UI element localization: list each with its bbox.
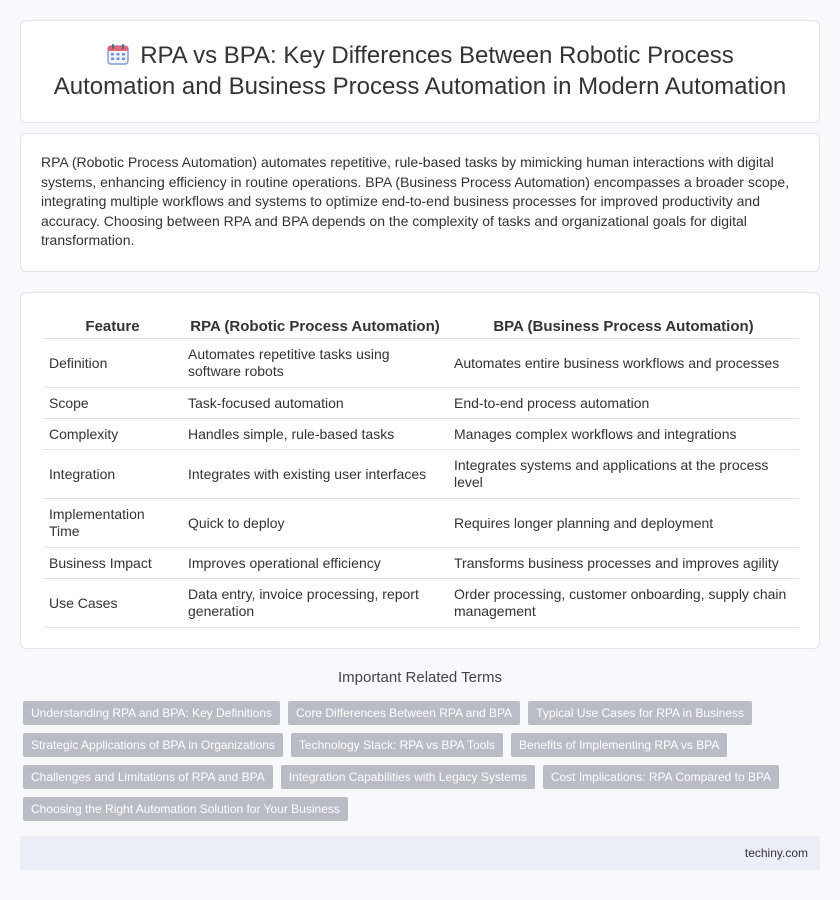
table-row [43, 579, 799, 628]
rpa-cell: Quick to deploy [182, 499, 448, 548]
rpa-cell: Task-focused automation [182, 388, 448, 419]
bpa-cell: Automates entire business workflows and processes [448, 339, 799, 388]
table-row [43, 388, 799, 419]
comparison-table-card [20, 292, 820, 649]
related-term-tag[interactable]: Technology Stack: RPA vs BPA Tools [291, 733, 503, 757]
related-term-tag[interactable]: Core Differences Between RPA and BPA [288, 701, 520, 725]
feature-cell: Implementation Time [43, 499, 182, 548]
bpa-cell: Transforms business processes and improves agility [448, 548, 799, 579]
table-row [43, 548, 799, 579]
rpa-cell: Integrates with existing user interfaces [182, 450, 448, 499]
table-row [43, 450, 799, 499]
calendar-icon [106, 42, 130, 73]
table-row [43, 339, 799, 388]
related-terms-heading: Important Related Terms [338, 669, 502, 686]
table-header-row [43, 311, 799, 339]
footer-site-link[interactable]: techiny.com [744, 846, 808, 860]
intro-card [20, 133, 820, 272]
bpa-cell: Requires longer planning and deployment [448, 499, 799, 548]
related-term-tag[interactable]: Integration Capabilities with Legacy Systems [281, 765, 535, 789]
feature-cell: Definition [43, 339, 182, 388]
related-term-tag[interactable]: Cost Implications: RPA Compared to BPA [543, 765, 779, 789]
bpa-cell: Integrates systems and applications at the process level [448, 450, 799, 499]
feature-cell: Scope [43, 388, 182, 419]
related-term-tag[interactable]: Strategic Applications of BPA in Organizations [23, 733, 283, 757]
related-term-tag[interactable]: Choosing the Right Automation Solution for Your Business [23, 797, 348, 821]
feature-cell: Business Impact [43, 548, 182, 579]
rpa-cell: Handles simple, rule-based tasks [182, 419, 448, 450]
comparison-table [43, 311, 799, 628]
table-row [43, 499, 799, 548]
header-feature: Feature [43, 311, 182, 339]
title-card [20, 20, 820, 123]
rpa-cell: Automates repetitive tasks using software robots [182, 339, 448, 388]
bpa-cell: Order processing, customer onboarding, supply chain management [448, 579, 799, 628]
related-terms-list [23, 701, 813, 821]
related-term-tag[interactable]: Benefits of Implementing RPA vs BPA [511, 733, 727, 757]
related-term-tag[interactable]: Understanding RPA and BPA: Key Definitions [23, 701, 280, 725]
rpa-cell: Improves operational efficiency [182, 548, 448, 579]
header-rpa: RPA (Robotic Process Automation) [182, 311, 448, 339]
feature-cell: Use Cases [43, 579, 182, 628]
intro-paragraph: RPA (Robotic Process Automation) automates repetitive, rule-based tasks by mimicking human interactions with digital systems, enhancing efficiency in routine operations. BPA (Business Process Automation) encompasses a broader scope, integrating multiple workflows and systems to optimize end-to-end business processes for improved productivity and accuracy. Choosing between RPA and BPA depends on the complexity of tasks and organizational goals for digital transformation. [41, 154, 790, 249]
table-row [43, 419, 799, 450]
page-title [21, 42, 819, 101]
rpa-cell: Data entry, invoice processing, report generation [182, 579, 448, 628]
bpa-cell: Manages complex workflows and integrations [448, 419, 799, 450]
header-bpa: BPA (Business Process Automation) [448, 311, 799, 339]
related-term-tag[interactable]: Typical Use Cases for RPA in Business [528, 701, 752, 725]
bpa-cell: End-to-end process automation [448, 388, 799, 419]
feature-cell: Complexity [43, 419, 182, 450]
related-term-tag[interactable]: Challenges and Limitations of RPA and BPA [23, 765, 273, 789]
footer [20, 836, 820, 870]
feature-cell: Integration [43, 450, 182, 499]
page-title-text: RPA vs BPA: Key Differences Between Robotic Process Automation and Business Process Automation in Modern Automation [53, 42, 787, 100]
